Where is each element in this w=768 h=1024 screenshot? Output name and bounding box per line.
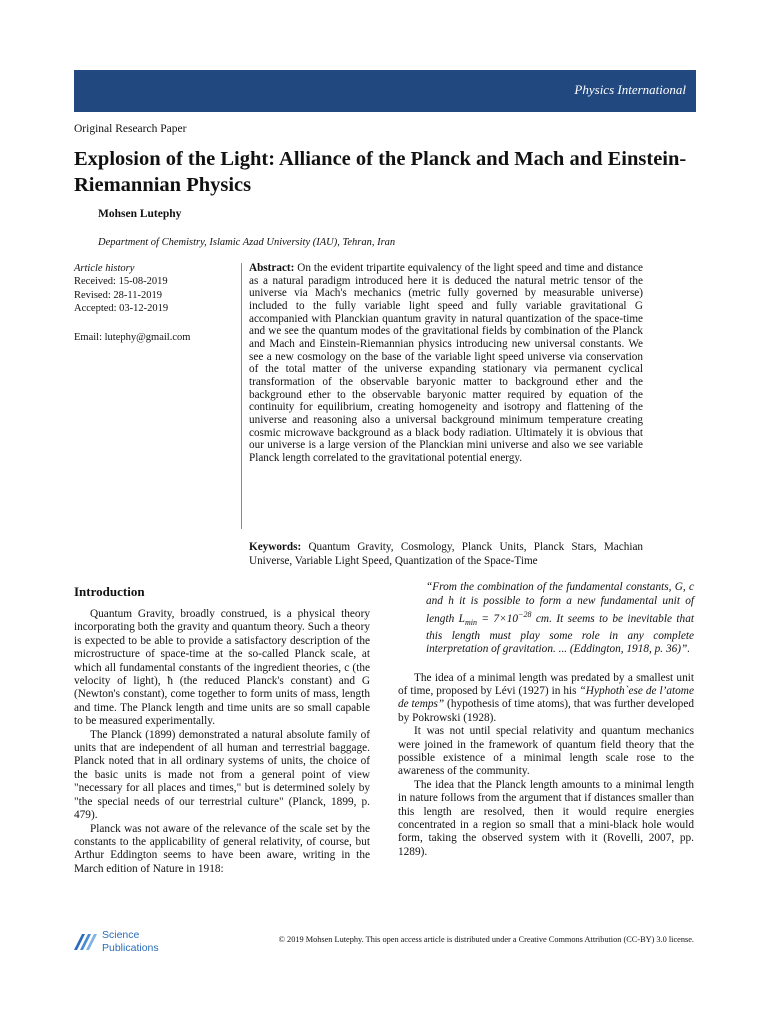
paper-title: Explosion of the Light: Alliance of the Planck and Mach and Einstein-Riemannian Physics (74, 148, 687, 196)
right-p1-text-a: The idea of a minimal length was predated by a smallest unit of time, proposed by Lévi (1927) in his (398, 671, 694, 697)
quote-superscript: −28 (518, 610, 532, 619)
paper-type: Original Research Paper (74, 123, 187, 135)
journal-banner (74, 70, 696, 112)
abstract-text: On the evident tripartite equivalency of the light speed and time and distance as a natural paradigm introduced here it is deduced the natural metric tensor of the universe via Mach's mechanics (metric fully governed by measurable universe) included to the fully variable light speed and fully variable gravitational G accompanied with Planckian quantum gravity in natural quantization of the space-time and we see the quantum modes of the gravitational fields by combination of the Planck and Mach and Einstein-Riemannian physics introducing new universal constants. We see a new cosmology on the base of the variable light speed universe via conservation of the total matter of the universe expanding stationary via permanent cyclical transformation of the observable baryonic matter to background ether and the background ether to the observable baryonic matter required by equation of the continuity for equilibrium, creating homogeneity and isotropy and flattening of the universe and reasoning also a universal background minimum temperature creating cosmic microwave background as a black body radiation. Ultimately it is obvious that our universe is a large version of the Planckian mini universe and also we see variable Planck length correlated to the gravitational potential energy. (249, 262, 643, 464)
keywords-text: Quantum Gravity, Cosmology, Planck Units, Planck Stars, Machian Universe, Variable Light Speed, Quantization of the Space-Time (249, 541, 643, 567)
received-date: Received: 15-08-2019 (74, 276, 168, 288)
publisher-logo-icon (72, 930, 98, 954)
keywords (249, 541, 643, 568)
quote-text-3: cm. It seems to be inevitable that this length must play some role in any complete interpretation of gravitation. ... (Eddington, 1918, p. 36)”. (426, 612, 694, 656)
publisher-name-line2: Publications (102, 942, 159, 954)
sidebar-divider (241, 263, 242, 529)
right-paragraph-3: The idea that the Planck length amounts to a minimal length in nature follows from the argument that if distances smaller than this length are resolved, then it would require energies concentrated in a region so small that a mini-black hole would form, taking the observed system with it (Rovelli, 2007, pp. 1289). (398, 778, 694, 858)
right-p1-text-b: (hypothesis of time atoms), that was further developed by Pokrowski (1928). (398, 698, 694, 724)
keywords-label: Keywords: (249, 541, 302, 553)
right-paragraph-2: It was not until special relativity and quantum mechanics were joined in the framework of quantum field theory that the possible existence of a minimal length scale rose to the awareness of the community. (398, 725, 694, 778)
journal-name: Physics International (574, 82, 686, 97)
left-column (74, 584, 370, 876)
revised-date: Revised: 28-11-2019 (74, 289, 162, 301)
quote-subscript: min (464, 618, 477, 628)
article-sidebar (74, 262, 234, 344)
quote-text-1: “From the combination of the fundamental constants, G, c and h it is possible to form a new fundamental unit of length L (426, 581, 694, 625)
right-paragraph-1 (398, 672, 694, 726)
author-name: Mohsen Lutephy (98, 208, 182, 220)
quote-text-2: = 7×10 (476, 612, 519, 625)
right-column (398, 581, 694, 859)
intro-paragraph-2: The Planck (1899) demonstrated a natural absolute family of units that are independent of all human and terrestrial baggage. Planck noted that in all ordinary systems of units, the choice of the basic units is made not from a general point of view "necessary for all places and times," but is determined solely by "the special needs of our terrestrial culture" (Planck, 1899, p. 479). (74, 728, 370, 822)
article-history-label: Article history (74, 263, 135, 274)
right-p1-italic: “Hyphoth`ese de l’atome de temps” (398, 684, 694, 711)
accepted-date: Accepted: 03-12-2019 (74, 302, 169, 314)
author-email: Email: lutephy@gmail.com (74, 332, 191, 344)
intro-paragraph-1: Quantum Gravity, broadly construed, is a physical theory incorporating both the gravity and quantum theory. Such a theory is expected to be able to provide a satisfactory description of the microstructure of space-time at the so-called Planck scale, at which all fundamental constants of the ingredient theories, c (the velocity of light), ħ (the reduced Planck's constant) and G (Newton's constant), come together to form units of mass, length and time. The Planck length and time units are so small capable to be measured experimentally. (74, 608, 370, 728)
publisher-name-line1: Science (102, 929, 140, 941)
author-affiliation: Department of Chemistry, Islamic Azad University (IAU), Tehran, Iran (98, 237, 396, 248)
license-notice: © 2019 Mohsen Lutephy. This open access article is distributed under a Creative Commons Attribution (CC-BY) 3.0 license. (278, 935, 694, 944)
abstract (249, 262, 643, 465)
publisher-logo (72, 928, 192, 956)
introduction-heading: Introduction (74, 584, 145, 599)
eddington-quote (398, 581, 694, 657)
abstract-label: Abstract: (249, 262, 295, 274)
intro-paragraph-3: Planck was not aware of the relevance of the scale set by the constants to the applicability of general relativity, of course, but Arthur Eddington seems to have been aware, writing in the March edition of Nature in 1918: (74, 822, 370, 875)
